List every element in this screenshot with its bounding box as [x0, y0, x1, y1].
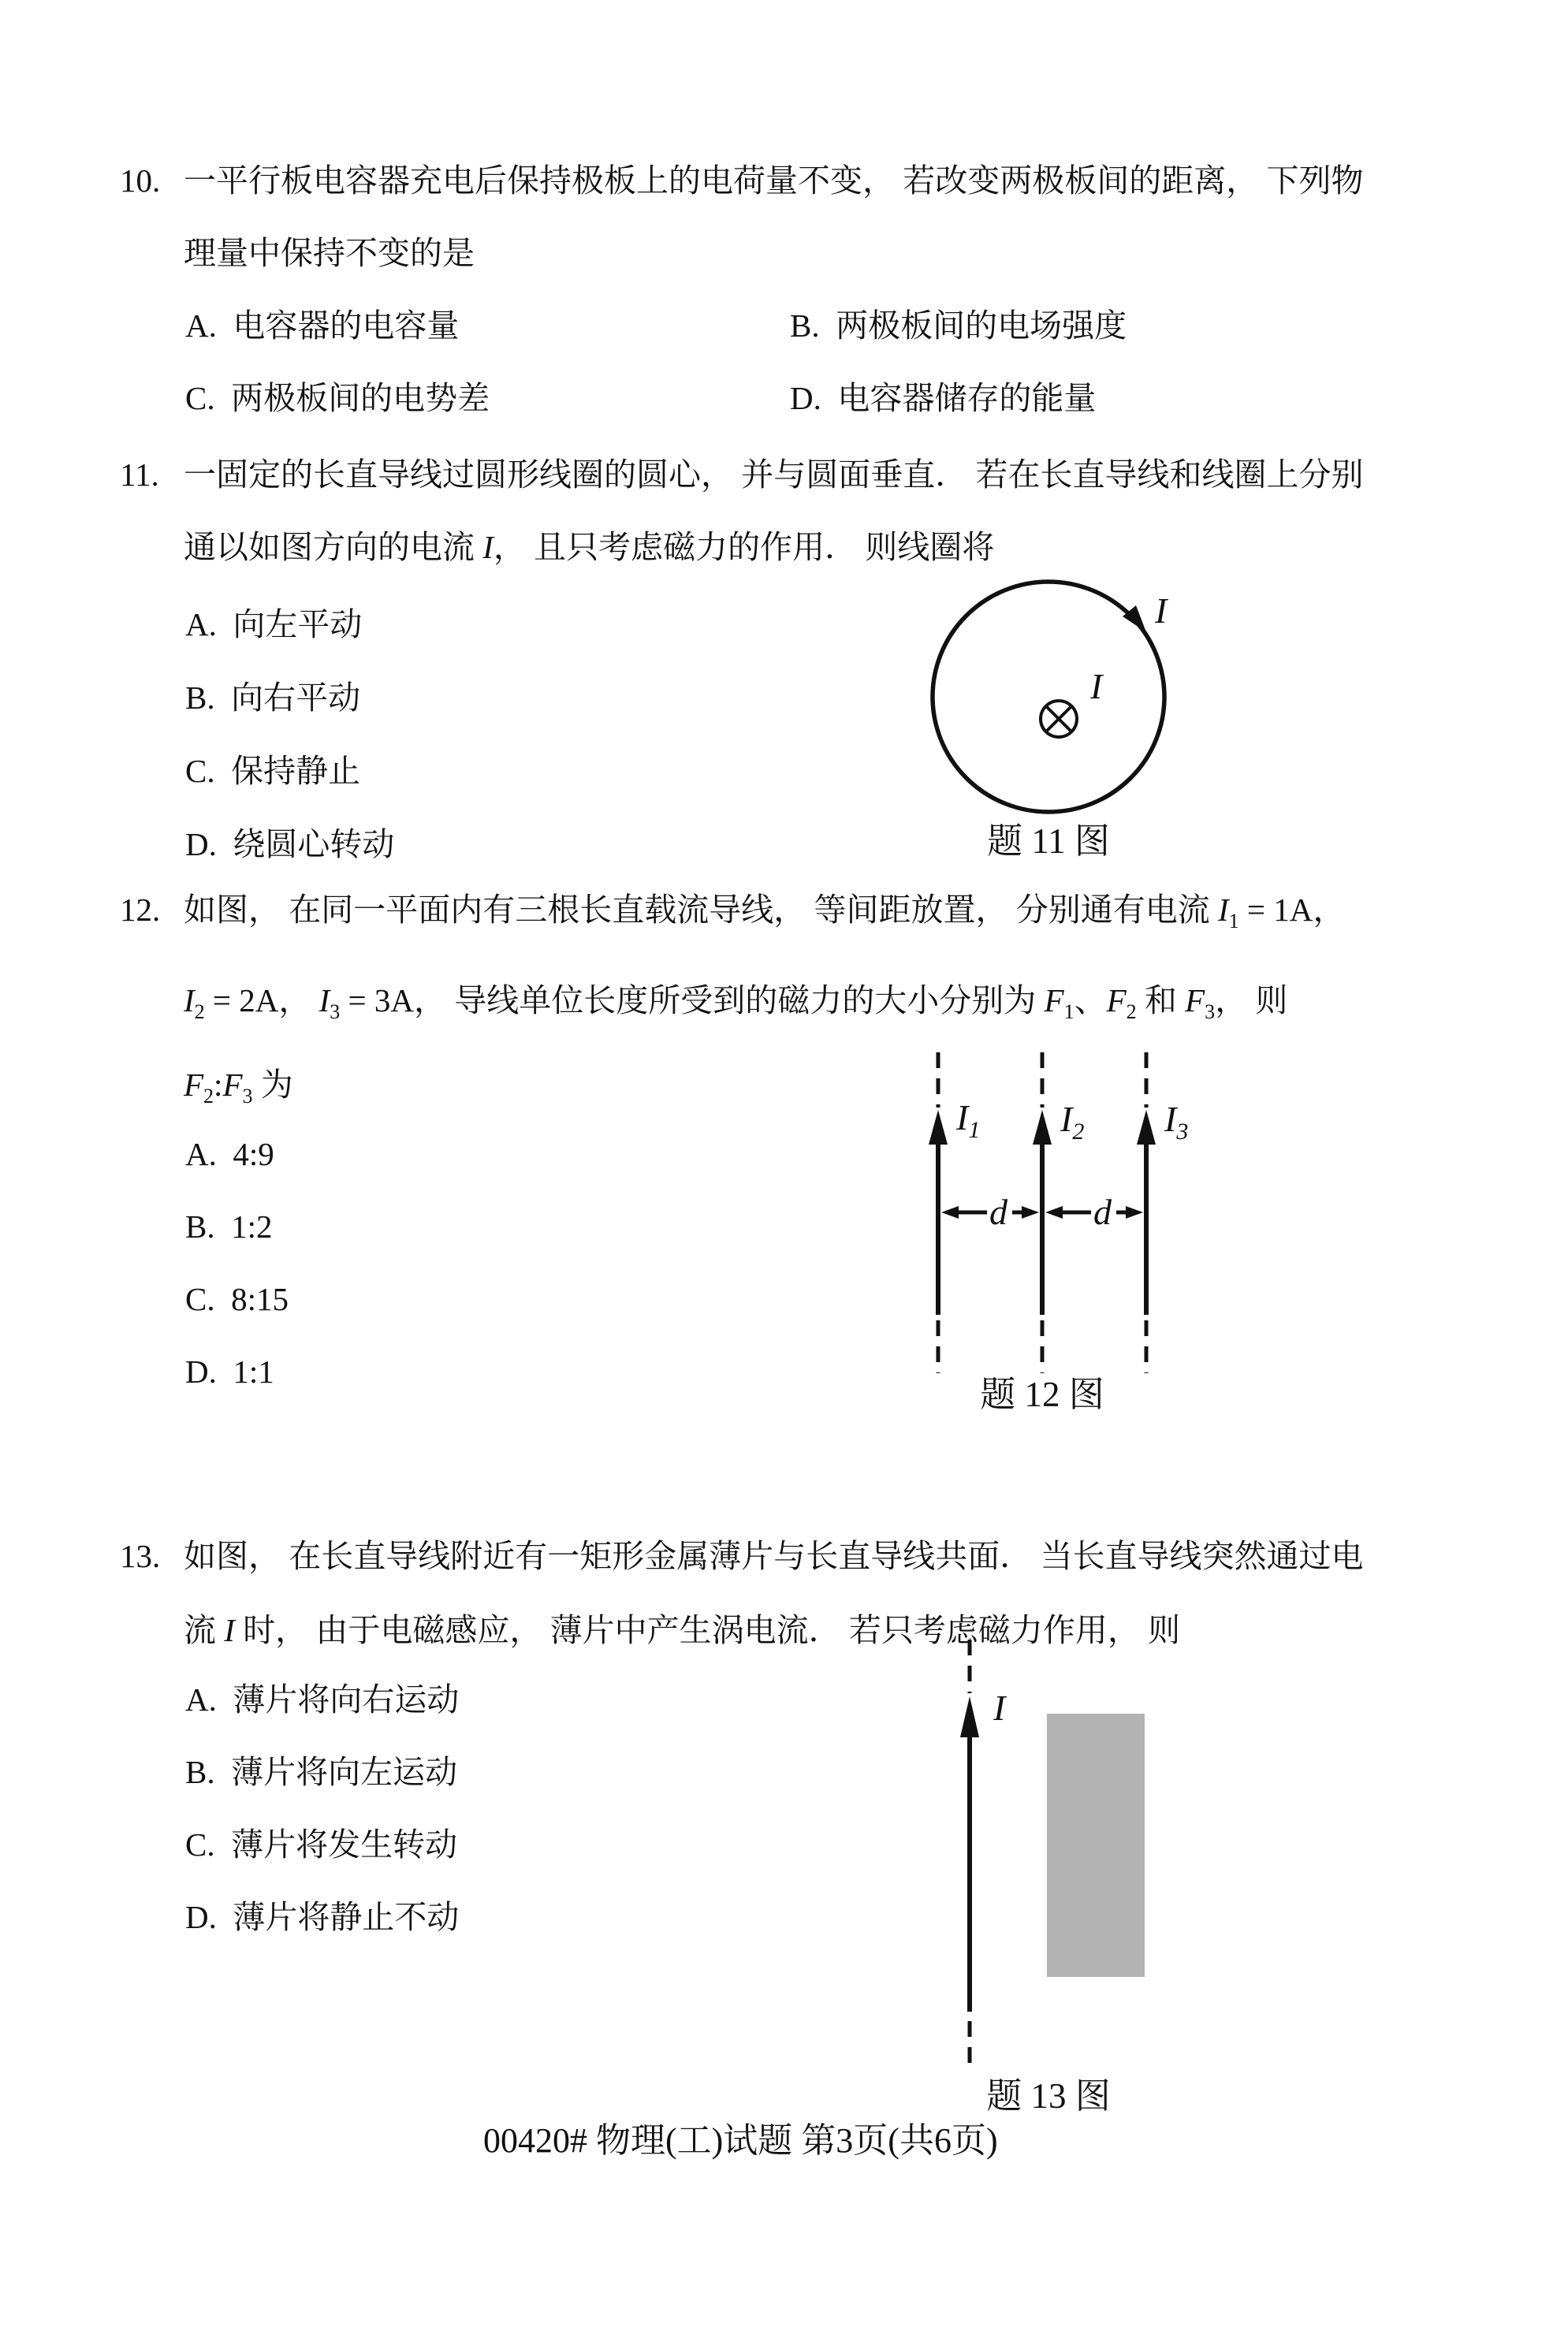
- figure-11-caption: 题 11 图: [987, 821, 1110, 861]
- q12-line-3: $F_2:F_3$ 为: [184, 1067, 293, 1108]
- q11-number: 11.: [120, 456, 159, 493]
- figure-12: [899, 1041, 1230, 1419]
- metal-plate-rect: [1047, 1714, 1145, 1977]
- q10-number: 10.: [120, 162, 161, 199]
- q12-option-d: D. 1:1: [185, 1353, 274, 1390]
- q13-option-a: A. 薄片将向右运动: [185, 1681, 460, 1718]
- wire-1-current-label: $I_1$: [956, 1097, 981, 1143]
- loop-current-label: I: [1155, 590, 1168, 631]
- q11-option-c: C. 保持静止: [185, 753, 361, 789]
- wire-current-label: I: [993, 1688, 1006, 1728]
- q10-line-1: 一平行板电容器充电后保持极板上的电荷量不变， 若改变两极板间的距离， 下列物: [184, 162, 1364, 199]
- q13-line-2: 流 I 时， 由于电磁感应， 薄片中产生涡电流． 若只考虑磁力作用， 则: [184, 1612, 1181, 1648]
- page-footer: 00420# 物理(工)试题 第3页(共6页): [483, 2121, 998, 2160]
- figure-13: [930, 1632, 1190, 2120]
- spacing-label-1: d: [989, 1192, 1007, 1232]
- q10-option-d: D. 电容器储存的能量: [790, 380, 1097, 416]
- figure-11: [907, 552, 1222, 891]
- q12-option-b: B. 1:2: [185, 1208, 273, 1245]
- center-current-label: I: [1090, 666, 1103, 706]
- figure-13-caption: 题 13 图: [986, 2076, 1111, 2116]
- q13-line-1: 如图， 在长直导线附近有一矩形金属薄片与长直导线共面． 当长直导线突然通过电: [184, 1538, 1364, 1574]
- spacing-label-2: d: [1093, 1192, 1112, 1232]
- q13-number: 13.: [120, 1538, 161, 1574]
- q13-option-b: B. 薄片将向左运动: [185, 1754, 458, 1790]
- q12-line-2: $I_2 = 2A$， $I_3 = 3A$， 导线单位长度所受到的磁力的大小分别为 $F_1$、$F_2$ 和 $F_3$， 则: [184, 982, 1288, 1023]
- q11-option-a: A. 向左平动: [185, 606, 363, 642]
- q12-number: 12.: [120, 892, 161, 928]
- q13-option-c: C. 薄片将发生转动: [185, 1826, 458, 1863]
- q10-option-a: A. 电容器的电容量: [185, 307, 460, 344]
- q11-line-1: 一固定的长直导线过圆形线圈的圆心， 并与圆面垂直． 若在长直导线和线圈上分别: [184, 456, 1364, 493]
- q11-line-2: 通以如图方向的电流 I， 且只考虑磁力的作用． 则线圈将: [184, 529, 995, 565]
- q13-option-d: D. 薄片将静止不动: [185, 1899, 460, 1935]
- long-straight-wire: [960, 1640, 979, 2072]
- q12-option-c: C. 8:15: [185, 1281, 289, 1317]
- wire-2-current-label: $I_2$: [1060, 1099, 1085, 1145]
- q12-option-a: A. 4:9: [185, 1136, 274, 1172]
- figure-12-caption: 题 12 图: [980, 1375, 1104, 1414]
- wire-3-current-label: $I_3$: [1164, 1099, 1189, 1145]
- q11-option-b: B. 向右平动: [185, 679, 361, 716]
- current-into-page-symbol: [1041, 701, 1077, 737]
- q11-option-d: D. 绕圆心转动: [185, 826, 395, 862]
- q10-option-b: B. 两极板间的电场强度: [790, 307, 1127, 344]
- q10-option-c: C. 两极板间的电势差: [185, 380, 490, 416]
- q10-line-2: 理量中保持不变的是: [184, 235, 475, 271]
- q12-line-1: 如图， 在同一平面内有三根长直载流导线， 等间距放置， 分别通有电流 $I_1 = 1A$，: [184, 892, 1346, 933]
